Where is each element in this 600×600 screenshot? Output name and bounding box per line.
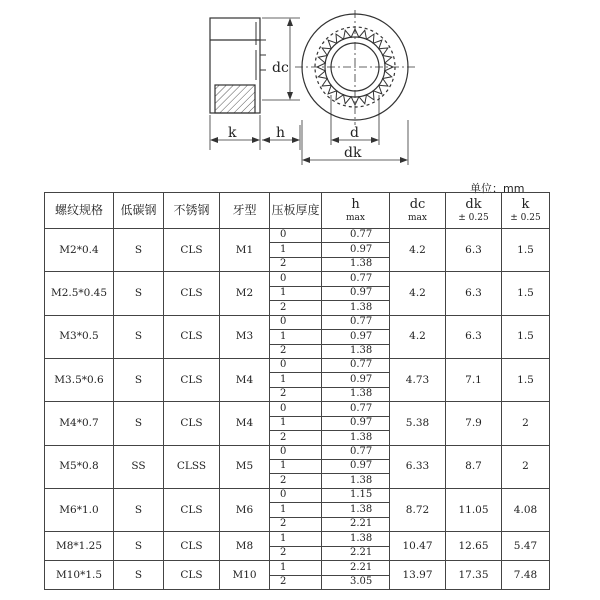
k-label: k [228, 125, 237, 141]
cell-dk: 12.65 [446, 532, 502, 561]
cell-h: 1.38 [322, 301, 390, 315]
cell-h: 1.38 [322, 431, 390, 445]
header-k-symbol: k [521, 196, 530, 212]
cell-dc: 6.33 [390, 445, 446, 488]
cell-h: 0.97 [322, 243, 390, 257]
cell-thickness: 1 [270, 416, 322, 430]
cell-k: 1.5 [502, 358, 550, 401]
table-row [45, 272, 550, 286]
cell-thickness: 1 [270, 503, 322, 517]
cell-thickness: 2 [270, 517, 322, 531]
cell-k: 4.08 [502, 488, 550, 531]
cell-carbon-steel: S [114, 561, 164, 590]
cell-thickness: 1 [270, 286, 322, 300]
cell-k: 2 [502, 445, 550, 488]
cell-thread: M4*0.7 [45, 402, 114, 445]
cell-thickness: 0 [270, 402, 322, 416]
cell-dc: 8.72 [390, 488, 446, 531]
header-h [322, 193, 390, 229]
cell-h: 0.97 [322, 286, 390, 300]
header-h-symbol: h [351, 196, 360, 212]
cell-thickness: 1 [270, 532, 322, 546]
cell-dk: 8.7 [446, 445, 502, 488]
table-row [45, 358, 550, 372]
cell-thread-type: M3 [220, 315, 270, 358]
cell-h: 0.97 [322, 373, 390, 387]
h-label: h [276, 125, 286, 141]
cell-stainless: CLS [164, 315, 220, 358]
cell-thickness: 2 [270, 431, 322, 445]
header-dk-sub: ± 0.25 [458, 212, 489, 223]
cell-h: 3.05 [322, 575, 390, 590]
cell-k: 1.5 [502, 272, 550, 315]
cell-thickness: 2 [270, 257, 322, 271]
header-dc-sub: max [408, 212, 427, 223]
cell-thickness: 1 [270, 373, 322, 387]
cell-carbon-steel: S [114, 358, 164, 401]
cell-carbon-steel: S [114, 272, 164, 315]
table-row [45, 229, 550, 243]
header-thread-type: 牙型 [220, 193, 270, 229]
side-view [210, 18, 300, 150]
cell-thread: M5*0.8 [45, 445, 114, 488]
header-panel-thickness: 压板厚度 [270, 193, 322, 229]
cell-carbon-steel: S [114, 532, 164, 561]
cell-thickness: 1 [270, 243, 322, 257]
cell-dk: 11.05 [446, 488, 502, 531]
cell-h: 2.21 [322, 517, 390, 531]
header-thread: 螺纹规格 [45, 193, 114, 229]
table-row [45, 561, 550, 575]
cell-dk: 6.3 [446, 229, 502, 272]
cell-thread-type: M2 [220, 272, 270, 315]
cell-carbon-steel: S [114, 315, 164, 358]
d-label: d [350, 125, 359, 141]
cell-thickness: 0 [270, 315, 322, 329]
table-row [45, 532, 550, 546]
cell-thread: M3*0.5 [45, 315, 114, 358]
cell-thickness: 1 [270, 460, 322, 474]
cell-k: 7.48 [502, 561, 550, 590]
cell-h: 2.21 [322, 546, 390, 560]
cell-thickness: 0 [270, 445, 322, 459]
cell-carbon-steel: S [114, 488, 164, 531]
cell-thread: M3.5*0.6 [45, 358, 114, 401]
dk-label: dk [344, 145, 362, 161]
cell-h: 0.77 [322, 315, 390, 329]
cell-h: 1.15 [322, 488, 390, 502]
cell-stainless: CLS [164, 402, 220, 445]
cell-stainless: CLS [164, 358, 220, 401]
cell-thickness: 2 [270, 575, 322, 590]
cell-h: 1.38 [322, 503, 390, 517]
cell-dk: 6.3 [446, 272, 502, 315]
cell-thickness: 1 [270, 561, 322, 575]
header-k [502, 193, 550, 229]
cell-thickness: 0 [270, 488, 322, 502]
cell-h: 0.77 [322, 445, 390, 459]
cell-h: 0.97 [322, 460, 390, 474]
cell-thread-type: M5 [220, 445, 270, 488]
cell-k: 2 [502, 402, 550, 445]
cell-h: 0.77 [322, 402, 390, 416]
cell-carbon-steel: S [114, 402, 164, 445]
cell-stainless: CLS [164, 272, 220, 315]
cell-carbon-steel: S [114, 229, 164, 272]
cell-thread-type: M6 [220, 488, 270, 531]
cell-thread: M8*1.25 [45, 532, 114, 561]
cell-carbon-steel: SS [114, 445, 164, 488]
cell-dk: 7.9 [446, 402, 502, 445]
cell-dc: 10.47 [390, 532, 446, 561]
cell-h: 0.77 [322, 358, 390, 372]
cell-stainless: CLS [164, 532, 220, 561]
cell-dc: 4.2 [390, 315, 446, 358]
cell-h: 1.38 [322, 474, 390, 488]
header-carbon-steel: 低碳钢 [114, 193, 164, 229]
cell-thickness: 1 [270, 330, 322, 344]
spec-table [44, 192, 550, 590]
cell-stainless: CLS [164, 561, 220, 590]
cell-dc: 4.2 [390, 229, 446, 272]
cell-thickness: 0 [270, 272, 322, 286]
cell-k: 1.5 [502, 315, 550, 358]
cell-stainless: CLS [164, 229, 220, 272]
cell-k: 1.5 [502, 229, 550, 272]
header-h-sub: max [346, 212, 365, 223]
cell-thread: M6*1.0 [45, 488, 114, 531]
cell-dc: 13.97 [390, 561, 446, 590]
cell-thread-type: M8 [220, 532, 270, 561]
cell-h: 0.97 [322, 416, 390, 430]
cell-dk: 17.35 [446, 561, 502, 590]
top-view [295, 10, 415, 165]
table-row [45, 488, 550, 502]
spec-table-body [45, 229, 550, 590]
cell-thread-type: M4 [220, 402, 270, 445]
cell-thread-type: M4 [220, 358, 270, 401]
cell-h: 2.21 [322, 561, 390, 575]
cell-h: 1.38 [322, 344, 390, 358]
dc-label: dc [272, 60, 289, 76]
table-row [45, 445, 550, 459]
cell-thickness: 2 [270, 301, 322, 315]
cell-h: 0.97 [322, 330, 390, 344]
header-dk [446, 193, 502, 229]
header-dc-symbol: dc [409, 196, 426, 212]
cell-h: 1.38 [322, 257, 390, 271]
header-dc [390, 193, 446, 229]
cell-dc: 4.2 [390, 272, 446, 315]
cell-h: 1.38 [322, 387, 390, 401]
nut-technical-drawing [0, 0, 600, 180]
cell-dk: 7.1 [446, 358, 502, 401]
cell-stainless: CLSS [164, 445, 220, 488]
cell-thickness: 2 [270, 344, 322, 358]
cell-dc: 4.73 [390, 358, 446, 401]
header-k-sub: ± 0.25 [510, 212, 541, 223]
cell-k: 5.47 [502, 532, 550, 561]
cell-h: 1.38 [322, 532, 390, 546]
cell-thread-type: M10 [220, 561, 270, 590]
spec-table-header [45, 193, 550, 229]
cell-thickness: 2 [270, 474, 322, 488]
cell-thread: M10*1.5 [45, 561, 114, 590]
table-row [45, 402, 550, 416]
cell-h: 0.77 [322, 272, 390, 286]
header-dk-symbol: dk [465, 196, 482, 212]
cell-thread: M2.5*0.45 [45, 272, 114, 315]
cell-dk: 6.3 [446, 315, 502, 358]
table-row [45, 315, 550, 329]
cell-thickness: 0 [270, 229, 322, 243]
cell-thickness: 2 [270, 546, 322, 560]
cell-thread-type: M1 [220, 229, 270, 272]
cell-dc: 5.38 [390, 402, 446, 445]
cell-thread: M2*0.4 [45, 229, 114, 272]
cell-h: 0.77 [322, 229, 390, 243]
cell-thickness: 2 [270, 387, 322, 401]
cell-stainless: CLS [164, 488, 220, 531]
header-stainless: 不锈钢 [164, 193, 220, 229]
cell-thickness: 0 [270, 358, 322, 372]
unit-note: 单位：mm [470, 182, 525, 195]
